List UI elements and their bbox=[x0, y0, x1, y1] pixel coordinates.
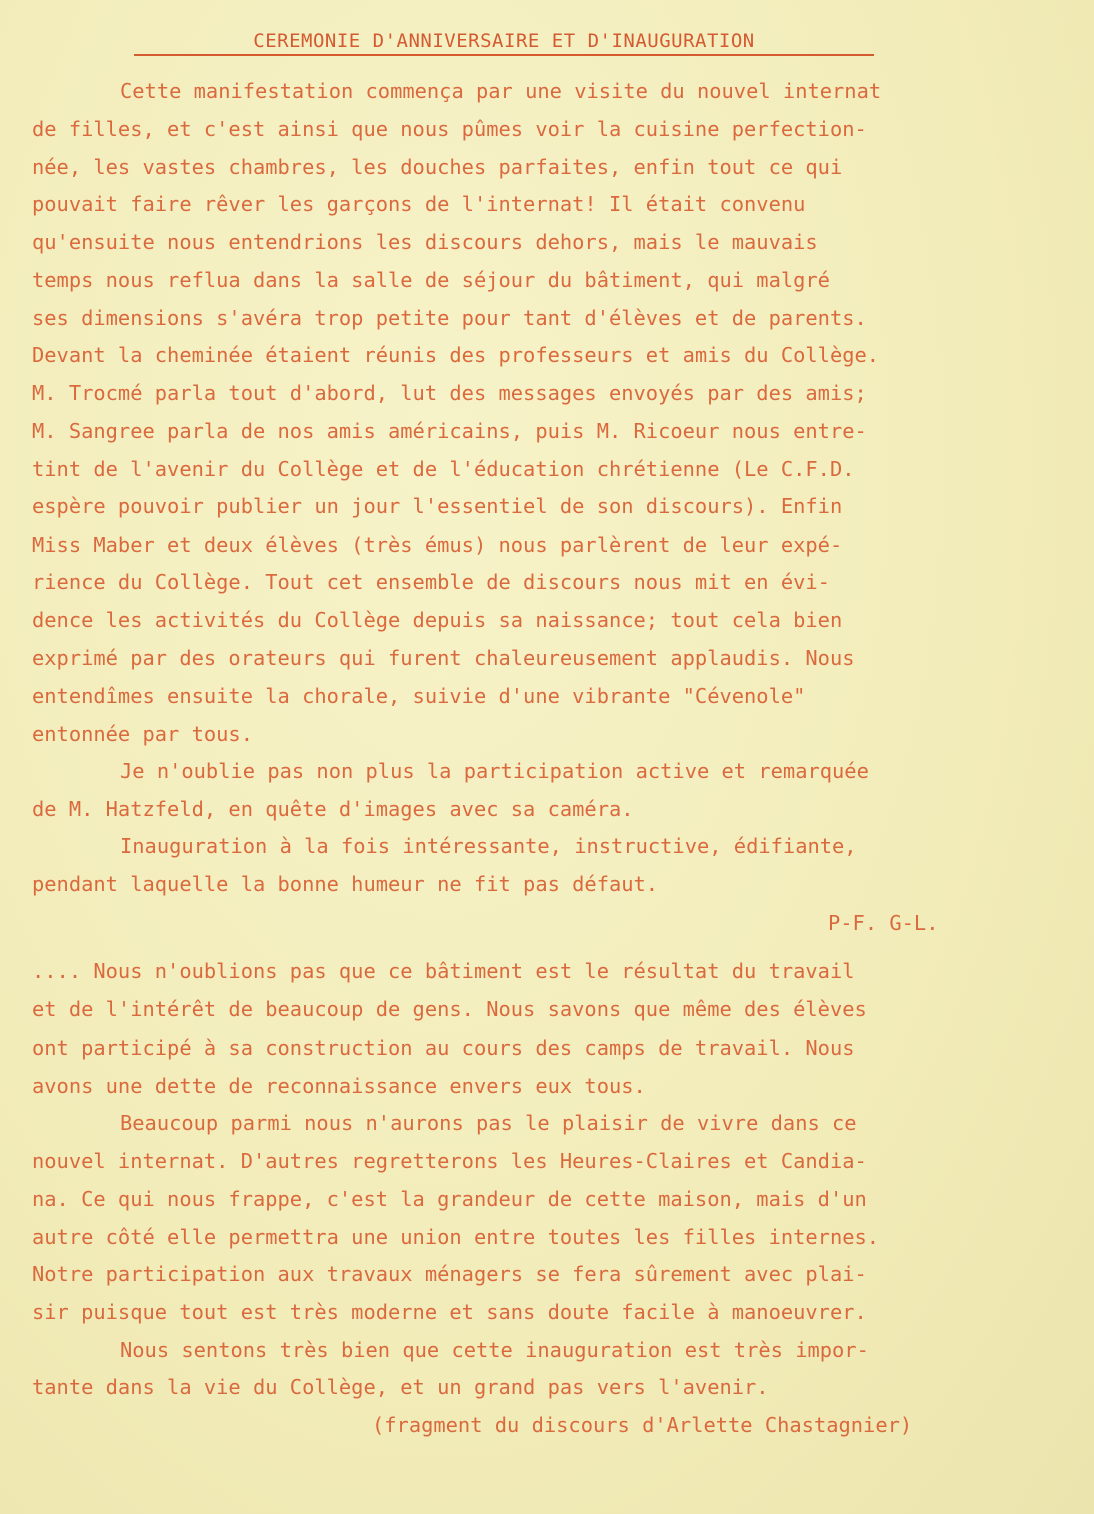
text-line: Devant la cheminée étaient réunis des professeurs et amis du Collège. bbox=[32, 343, 880, 367]
text-line: M. Trocmé parla tout d'abord, lut des messages envoyés par des amis; bbox=[32, 381, 867, 405]
text-line: exprimé par des orateurs qui furent chaleureusement applaudis. Nous bbox=[32, 646, 855, 670]
text-line: espère pouvoir publier un jour l'essentiel de son discours). Enfin bbox=[32, 494, 843, 518]
text-line: Miss Maber et deux élèves (très émus) nous parlèrent de leur expé- bbox=[32, 533, 843, 557]
text-line: rience du Collège. Tout cet ensemble de discours nous mit en évi- bbox=[32, 570, 830, 594]
text-line: dence les activités du Collège depuis sa naissance; tout cela bien bbox=[32, 608, 843, 632]
text-line: pouvait faire rêver les garçons de l'internat! Il était convenu bbox=[32, 192, 806, 216]
text-line: ont participé à sa construction au cours des camps de travail. Nous bbox=[32, 1036, 855, 1060]
text-line: M. Sangree parla de nos amis américains, puis M. Ricoeur nous entre- bbox=[32, 419, 867, 443]
text-line: et de l'intérêt de beaucoup de gens. Nous savons que même des élèves bbox=[32, 997, 867, 1021]
text-line: .... Nous n'oublions pas que ce bâtiment est le résultat du travail bbox=[32, 959, 855, 983]
text-line: de M. Hatzfeld, en quête d'images avec sa caméra. bbox=[32, 797, 634, 821]
text-line: tante dans la vie du Collège, et un grand pas vers l'avenir. bbox=[32, 1375, 769, 1399]
text-line: pendant laquelle la bonne humeur ne fit pas défaut. bbox=[32, 872, 659, 896]
page-title: CEREMONIE D'ANNIVERSAIRE ET D'INAUGURATION bbox=[253, 30, 755, 52]
text-line: Inauguration à la fois intéressante, instructive, édifiante, bbox=[120, 834, 857, 858]
text-line: entonnée par tous. bbox=[32, 722, 253, 746]
text-line: Notre participation aux travaux ménagers se fera sûrement avec plai- bbox=[32, 1262, 867, 1286]
text-line: na. Ce qui nous frappe, c'est la grandeur de cette maison, mais d'un bbox=[32, 1187, 867, 1211]
text-line: Je n'oublie pas non plus la participation active et remarquée bbox=[120, 759, 869, 783]
text-line: autre côté elle permettra une union entre toutes les filles internes. bbox=[32, 1225, 880, 1249]
text-line: Beaucoup parmi nous n'aurons pas le plaisir de vivre dans ce bbox=[120, 1111, 857, 1135]
title-underline bbox=[134, 28, 874, 56]
text-line: née, les vastes chambres, les douches parfaites, enfin tout ce qui bbox=[32, 155, 843, 179]
text-line: Cette manifestation commença par une visite du nouvel internat bbox=[120, 79, 882, 103]
text-line: avons une dette de reconnaissance envers eux tous. bbox=[32, 1074, 646, 1098]
text-line: de filles, et c'est ainsi que nous pûmes voir la cuisine perfection- bbox=[32, 117, 867, 141]
signature: P-F. G-L. bbox=[828, 911, 939, 935]
text-line: temps nous reflua dans la salle de séjour du bâtiment, qui malgré bbox=[32, 268, 830, 292]
text-line: qu'ensuite nous entendrions les discours dehors, mais le mauvais bbox=[32, 230, 818, 254]
text-line: entendîmes ensuite la chorale, suivie d'une vibrante "Cévenole" bbox=[32, 684, 806, 708]
text-line: nouvel internat. D'autres regretterons les Heures-Claires et Candia- bbox=[32, 1149, 867, 1173]
attribution: (fragment du discours d'Arlette Chastagnier) bbox=[372, 1413, 913, 1437]
text-line: ses dimensions s'avéra trop petite pour tant d'élèves et de parents. bbox=[32, 306, 867, 330]
text-line: sir puisque tout est très moderne et sans doute facile à manoeuvrer. bbox=[32, 1300, 867, 1324]
text-line: tint de l'avenir du Collège et de l'éducation chrétienne (Le C.F.D. bbox=[32, 457, 855, 481]
text-line: Nous sentons très bien que cette inauguration est très impor- bbox=[120, 1338, 869, 1362]
